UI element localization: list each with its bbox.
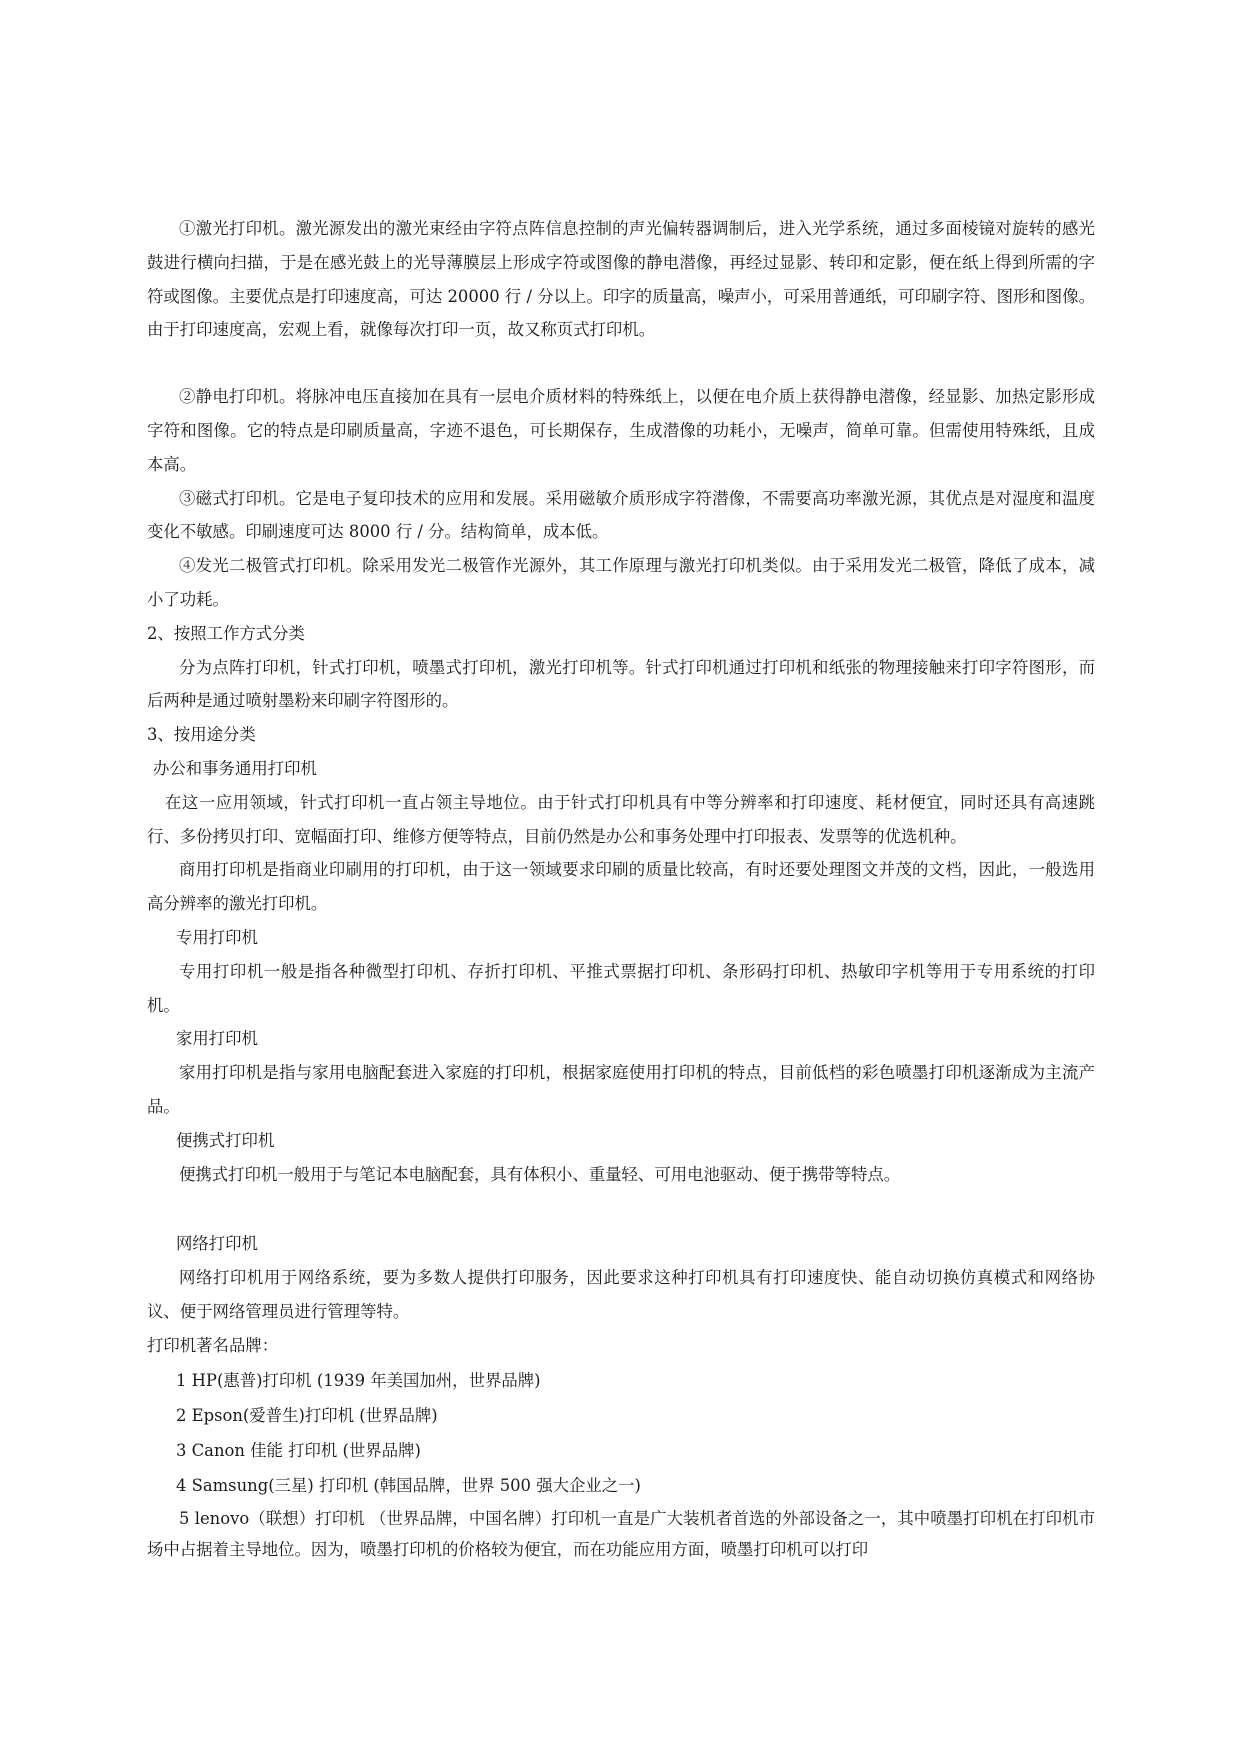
heading-by-working-mode: 2、按照工作方式分类: [147, 623, 305, 643]
paragraph-lenovo-printer: 5 lenovo（联想）打印机 （世界品牌，中国名牌）打印机一直是广大装机者首选的外部设备之一，其中喷墨打印机在打印机市场中占据着主导地位。因为，喷墨打印机的价格较为便宜，而在功能应用方面，喷墨打印机可以打印: [147, 1508, 1095, 1559]
heading-by-usage: 3、按用途分类: [147, 725, 256, 745]
brand-item-samsung: 4 Samsung(三星) 打印机 (韩国品牌，世界 500 强大企业之一): [176, 1475, 641, 1495]
paragraph-special-printer: 专用打印机一般是指各种微型打印机、存折打印机、平推式票据打印机、条形码打印机、热敏印字机等用于专用系统的打印机。: [147, 961, 1095, 1015]
subheading-portable-printer: 便携式打印机: [176, 1130, 275, 1150]
paragraph-office-printer: 在这一应用领域，针式打印机一直占领主导地位。由于针式打印机具有中等分辨率和打印速度、耗材便宜，同时还具有高速跳行、多份拷贝打印、宽幅面打印、维修方便等特点，目前仍然是办公和事务处理中打印报表、发票等的优选机种。: [147, 792, 1095, 846]
paragraph-spacer: [147, 347, 1095, 380]
subheading-office-printer: 办公和事务通用打印机: [153, 758, 317, 778]
brand-item-epson: 2 Epson(爱普生)打印机 (世界品牌): [176, 1405, 438, 1425]
subheading-network-printer: 网络打印机: [176, 1234, 258, 1254]
document-body: [147, 212, 1095, 1565]
paragraph-electrostatic-printer: ②静电打印机。将脉冲电压直接加在具有一层电介质材料的特殊纸上，以便在电介质上获得静电潜像，经显影、加热定影形成字符和图像。它的特点是印刷质量高，字迹不退色，可长期保存，生成潜像的功耗小，无噪声，简单可靠。但需使用特殊纸，且成本高。: [147, 387, 1095, 474]
paragraph-spacer: [147, 1191, 1095, 1227]
subheading-special-printer: 专用打印机: [176, 927, 258, 947]
paragraph-portable-printer: 便携式打印机一般用于与笔记本电脑配套，具有体积小、重量轻、可用电池驱动、便于携带等特点。: [179, 1164, 901, 1184]
heading-famous-brands: 打印机著名品牌：: [147, 1335, 279, 1355]
paragraph-working-mode: 分为点阵打印机，针式打印机，喷墨式打印机，激光打印机等。针式打印机通过打印机和纸张的物理接触来打印字符图形，而后两种是通过喷射墨粉来印刷字符图形的。: [147, 657, 1095, 711]
paragraph-home-printer: 家用打印机是指与家用电脑配套进入家庭的打印机，根据家庭使用打印机的特点，目前低档的彩色喷墨打印机逐渐成为主流产品。: [147, 1063, 1095, 1116]
brand-item-hp: 1 HP(惠普)打印机 (1939 年美国加州，世界品牌): [176, 1370, 541, 1390]
subheading-home-printer: 家用打印机: [176, 1029, 258, 1049]
paragraph-laser-printer: ①激光打印机。激光源发出的激光束经由字符点阵信息控制的声光偏转器调制后，进入光学系统，通过多面棱镜对旋转的感光鼓进行横向扫描，于是在感光鼓上的光导薄膜层上形成字符或图像的静电潜像，再经过显影、转印和定影，便在纸上得到所需的字符或图像。主要优点是打印速度高，可达 20000 行 / 分以上。印字的质量高，噪声小，可采用普通纸，可印刷字符、图形和图像。由于打印速度高，宏观上看，就像每次打印一页，故又称页式打印机。: [147, 219, 1095, 340]
paragraph-commercial-printer: 商用打印机是指商业印刷用的打印机，由于这一领域要求印刷的质量比较高，有时还要处理图文并茂的文档，因此，一般选用高分辨率的激光打印机。: [147, 860, 1095, 914]
brand-item-canon: 3 Canon 佳能 打印机 (世界品牌): [176, 1440, 421, 1460]
paragraph-magnetic-printer: ③磁式打印机。它是电子复印技术的应用和发展。采用磁敏介质形成字符潜像，不需要高功率激光源，其优点是对湿度和温度变化不敏感。印刷速度可达 8000 行 / 分。结构简单，成本低。: [147, 488, 1095, 542]
paragraph-led-printer: ④发光二极管式打印机。除采用发光二极管作光源外，其工作原理与激光打印机类似。由于采用发光二极管，降低了成本，减小了功耗。: [147, 556, 1095, 609]
paragraph-network-printer: 网络打印机用于网络系统，要为多数人提供打印服务，因此要求这种打印机具有打印速度快、能自动切换仿真模式和网络协议、便于网络管理员进行管理等特。: [147, 1268, 1095, 1321]
